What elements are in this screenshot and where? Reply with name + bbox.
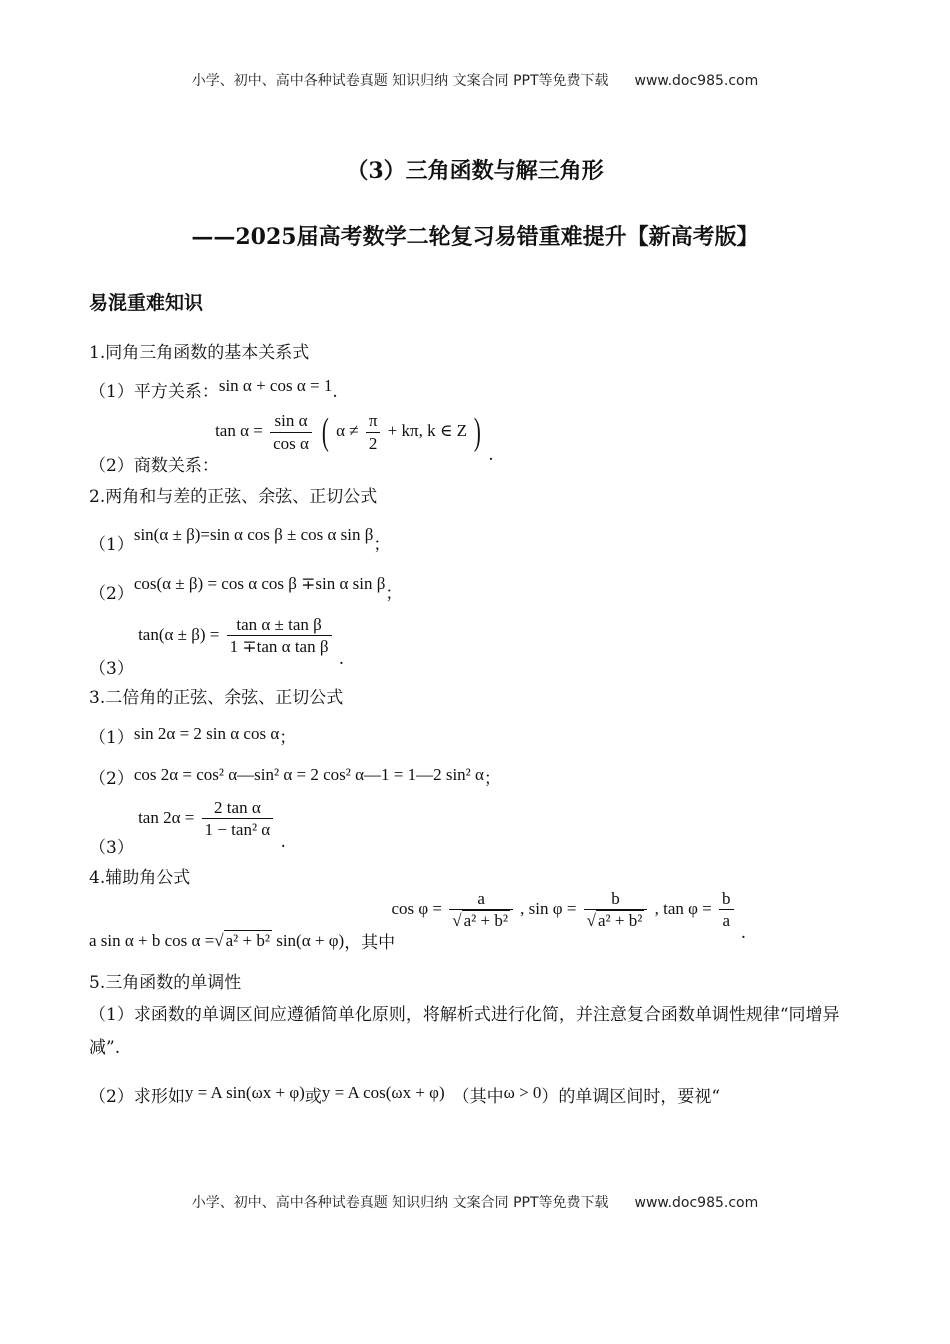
sqrt-radicand: a² + b² bbox=[598, 911, 643, 931]
fraction bbox=[270, 410, 312, 454]
denominator: √ a² + b² bbox=[586, 911, 643, 931]
cond-a: α ≠ bbox=[336, 420, 359, 440]
lhs: tan α = bbox=[215, 420, 263, 440]
numerator: b bbox=[584, 888, 648, 910]
header-site-link[interactable]: www.doc985.com bbox=[634, 73, 759, 89]
quotient-formula bbox=[211, 411, 488, 453]
formula: sin α + cos α = 1 bbox=[218, 376, 333, 395]
fraction bbox=[227, 614, 332, 658]
section-heading: 易混重难知识 bbox=[89, 292, 204, 314]
item3-formula3 bbox=[89, 797, 286, 858]
punct: ； bbox=[279, 728, 297, 748]
denominator: a bbox=[722, 911, 731, 931]
punct: ； bbox=[373, 535, 391, 555]
denominator: √ a² + b² bbox=[452, 911, 508, 931]
item3-formula1 bbox=[89, 719, 297, 748]
numerator: sin α bbox=[270, 410, 312, 432]
punct: . bbox=[280, 831, 286, 852]
label: （1）平方关系： bbox=[89, 382, 219, 402]
sin-lhs: , sin φ = bbox=[520, 898, 577, 918]
punct: . bbox=[740, 922, 747, 943]
paren-close: ) bbox=[474, 411, 482, 453]
rhs: sin(α + φ) bbox=[276, 930, 345, 950]
item1-formula2 bbox=[89, 410, 494, 476]
text-or: 或 bbox=[304, 1087, 322, 1107]
formula: sin 2α = 2 sin α cos α bbox=[133, 724, 280, 743]
item4-heading: 4.辅助角公式 bbox=[89, 868, 191, 888]
footer-site-link[interactable]: www.doc985.com bbox=[634, 1195, 759, 1211]
numerator: 2 tan α bbox=[202, 797, 274, 819]
item2-heading: 2.两角和与差的正弦、余弦、正切公式 bbox=[89, 487, 378, 507]
page-header bbox=[0, 70, 950, 90]
item2-formula2 bbox=[89, 569, 403, 604]
footer-text: 小学、初中、高中各种试卷真题 知识归纳 文案合同 PPT等免费下载 bbox=[191, 1195, 609, 1211]
text-a: （2）求形如 bbox=[89, 1087, 185, 1107]
page-footer bbox=[0, 1192, 950, 1212]
sqrt-radicand: a² + b² bbox=[225, 930, 270, 950]
item4-formula bbox=[89, 889, 747, 953]
aux-angle-defs bbox=[387, 889, 741, 931]
header-text: 小学、初中、高中各种试卷真题 知识归纳 文案合同 PPT等免费下载 bbox=[191, 73, 609, 89]
aux-angle-lhs: a sin α + b cos α =√ a² + b² sin(α + φ) bbox=[89, 930, 345, 950]
punct: ； bbox=[385, 584, 403, 604]
label: （2）商数关系： bbox=[89, 455, 219, 476]
tan-fraction bbox=[719, 888, 734, 932]
label: （3） bbox=[89, 658, 134, 679]
item5-paragraph1: （1）求函数的单调区间应遵循简单化原则，将解析式进行化简，并注意复合函数单调性规律“同增异减”. bbox=[89, 1005, 840, 1058]
fraction-pi bbox=[366, 410, 381, 454]
sqrt-radicand: a² + b² bbox=[463, 911, 508, 931]
numerator: π bbox=[366, 410, 381, 432]
condition: ω > 0 bbox=[503, 1083, 542, 1102]
formula-cos: y = A cos(ωx + φ) bbox=[321, 1083, 445, 1102]
paren-open: ( bbox=[322, 411, 329, 453]
label: （1） bbox=[89, 728, 134, 748]
formula: cos(α ± β) = cos α cos β ∓sin α sin β bbox=[133, 574, 386, 593]
text-b: （其中 bbox=[452, 1087, 504, 1107]
lhs: a sin α + b cos α = bbox=[89, 930, 215, 950]
cond-b: + kπ, k ∈ Z bbox=[387, 420, 468, 440]
punct: . bbox=[488, 444, 494, 465]
cos-lhs: cos φ = bbox=[391, 898, 442, 918]
denominator: 1 − tan² α bbox=[204, 820, 271, 840]
item3-formula2 bbox=[89, 760, 501, 789]
item5-heading: 5.三角函数的单调性 bbox=[89, 973, 242, 993]
numerator: b bbox=[719, 888, 734, 910]
numerator: tan α ± tan β bbox=[227, 614, 332, 636]
lhs: tan(α ± β) = bbox=[138, 624, 220, 644]
denominator: cos α bbox=[273, 433, 309, 453]
formula: sin(α ± β)=sin α cos β ± cos α sin β bbox=[133, 525, 374, 544]
label: （2） bbox=[89, 769, 134, 789]
label: （3） bbox=[89, 837, 134, 858]
fraction bbox=[202, 797, 274, 841]
item1-formula1 bbox=[89, 377, 338, 402]
sin-fraction bbox=[584, 888, 648, 932]
cos-fraction bbox=[449, 888, 513, 932]
formula-sin: y = A sin(ωx + φ) bbox=[184, 1083, 305, 1102]
punct: . bbox=[338, 648, 345, 669]
punct: . bbox=[332, 382, 338, 402]
label: （1） bbox=[89, 535, 134, 555]
item2-formula1 bbox=[89, 520, 391, 555]
text-c: ）的单调区间时，要视“ bbox=[541, 1087, 721, 1107]
tan-double-formula bbox=[134, 798, 281, 840]
item1-heading: 1.同角三角函数的基本关系式 bbox=[89, 343, 310, 363]
denominator: 1 ∓tan α tan β bbox=[229, 637, 329, 657]
item3-heading: 3.二倍角的正弦、余弦、正切公式 bbox=[89, 688, 344, 708]
numerator: a bbox=[449, 888, 513, 910]
item5-paragraph2 bbox=[89, 1082, 720, 1107]
lhs: tan 2α = bbox=[138, 807, 195, 827]
item2-formula3 bbox=[89, 614, 345, 679]
tan-lhs: , tan φ = bbox=[654, 898, 712, 918]
mid-text: ，其中 bbox=[344, 932, 396, 953]
formula: cos 2α = cos² α—sin² α = 2 cos² α—1 = 1—2 sin² α bbox=[133, 765, 484, 784]
title-line1: （3）三角函数与解三角形 bbox=[346, 158, 604, 184]
label: （2） bbox=[89, 584, 134, 604]
punct: ； bbox=[483, 769, 501, 789]
tan-sum-formula bbox=[134, 615, 339, 657]
title-line2: ——2025届高考数学二轮复习易错重难提升【新高考版】 bbox=[191, 224, 759, 250]
denominator: 2 bbox=[368, 433, 378, 453]
